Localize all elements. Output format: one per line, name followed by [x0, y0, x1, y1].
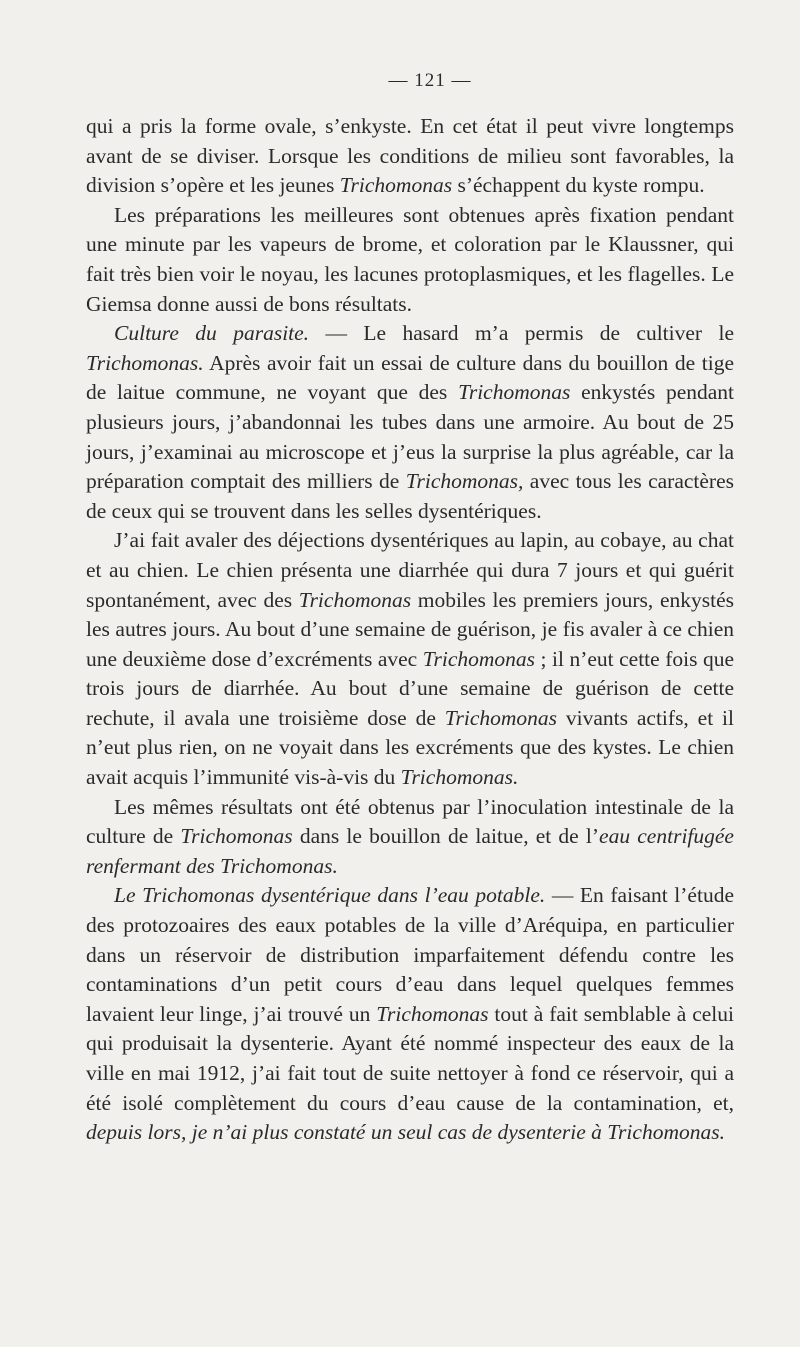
text-run: tout à fait semblable à celui qui produisait la dysenterie. Ayant été nommé inspecteur des eaux de la ville en mai 1912, j’ai fait tout de suite nettoyer à fond ce réservoir, qui a été isolé complètement du cours d’eau cause de la contamination, et,: [86, 1001, 734, 1115]
paragraph-p4: [86, 526, 734, 792]
italic-text: Trichomonas: [376, 1001, 489, 1026]
italic-text: Trichomonas.: [86, 350, 204, 375]
paragraph-p1: [86, 112, 734, 201]
italic-text: Trichomonas: [444, 705, 558, 730]
italic-text: depuis lors, je n’ai plus constaté un seul cas de dysenterie à Trichomonas.: [86, 1120, 725, 1145]
paragraph-p5: [86, 793, 734, 882]
italic-text: Trichomonas.: [400, 765, 519, 790]
text-run: enkystés pendant plusieurs jours, j’abandonnai les tubes dans une armoire. Au bout de 25 jours, j’examinai au microscope et j’eus la surprise la plus agréable, car la préparation comptait des milliers de: [86, 380, 735, 494]
text-run: — Le hasard m’a permis de cultiver le: [309, 321, 734, 346]
text-run: Les mêmes résultats ont été obtenus par l’inoculation intestinale de la culture de: [86, 794, 734, 849]
text-run: avec tous les caractères de ceux qui se trouvent dans les selles dysentériques.: [86, 469, 734, 523]
text-run: dans le bouillon de laitue, et de l’: [292, 824, 600, 849]
paragraph-p2: [86, 201, 734, 319]
text-run: ; il n’eut cette fois que trois jours de diarrhée. Au bout d’une semaine de guérison de cette rechute, il avala une troisième dose de: [86, 646, 734, 730]
italic-text: Trichomonas,: [405, 469, 524, 494]
italic-text: Trichomonas: [422, 646, 536, 671]
italic-text: Culture du parasite.: [114, 321, 310, 346]
text-run: mobiles les premiers jours, enkystés les autres jours. Au bout d’une semaine de guérison, je fis avaler à ce chien une deuxième dose d’excréments avec: [86, 587, 734, 671]
italic-text: eau centrifugée renfermant des Trichomonas.: [86, 824, 734, 878]
text-run: — En faisant l’étude des protozoaires des eaux potables de la ville d’Aréquipa, en particulier dans un réservoir de distribution imparfaitement défendu contre les contaminations d’un petit cours d’eau dans lequel quelques femmes lavaient leur linge, j’ai trouvé un: [86, 883, 734, 1026]
text-run: s’échappent du kyste rompu.: [452, 173, 705, 198]
paragraph-p3: [86, 319, 734, 526]
italic-text: Trichomonas: [339, 173, 453, 198]
text-run: Les préparations les meilleures sont obtenues après fixation pendant une minute par les vapeurs de brome, et coloration par le Klaussner, qui fait très bien voir le noyau, les lacunes protoplasmiques, et les flagelles. Le Giemsa donne aussi de bons résultats.: [86, 202, 734, 316]
italic-text: Le Trichomonas dysentérique dans l’eau potable.: [114, 883, 546, 908]
text-run: J’ai fait avaler des déjections dysentériques au lapin, au cobaye, au chat et au chien. Le chien présenta une diarrhée qui dura 7 jours et qui guérit spontanément, avec des: [86, 528, 734, 612]
page-number: — 121 —: [388, 70, 472, 91]
italic-text: Trichomonas: [458, 380, 571, 405]
paragraph-p6: [86, 881, 734, 1147]
text-run: qui a pris la forme ovale, s’enkyste. En cet état il peut vivre longtemps avant de se diviser. Lorsque les conditions de milieu sont favorables, la division s’opère et les jeunes: [86, 114, 734, 198]
text-run: Après avoir fait un essai de culture dans du bouillon de tige de laitue commune, ne voyant que des: [86, 350, 734, 405]
italic-text: Trichomonas: [298, 587, 412, 612]
italic-text: Trichomonas: [180, 824, 293, 849]
body-text: [86, 112, 734, 1148]
text-run: vivants actifs, et il n’eut plus rien, on ne voyait dans les excréments que des kystes. Le chien avait acquis l’immunité vis-à-vis du: [86, 705, 734, 790]
